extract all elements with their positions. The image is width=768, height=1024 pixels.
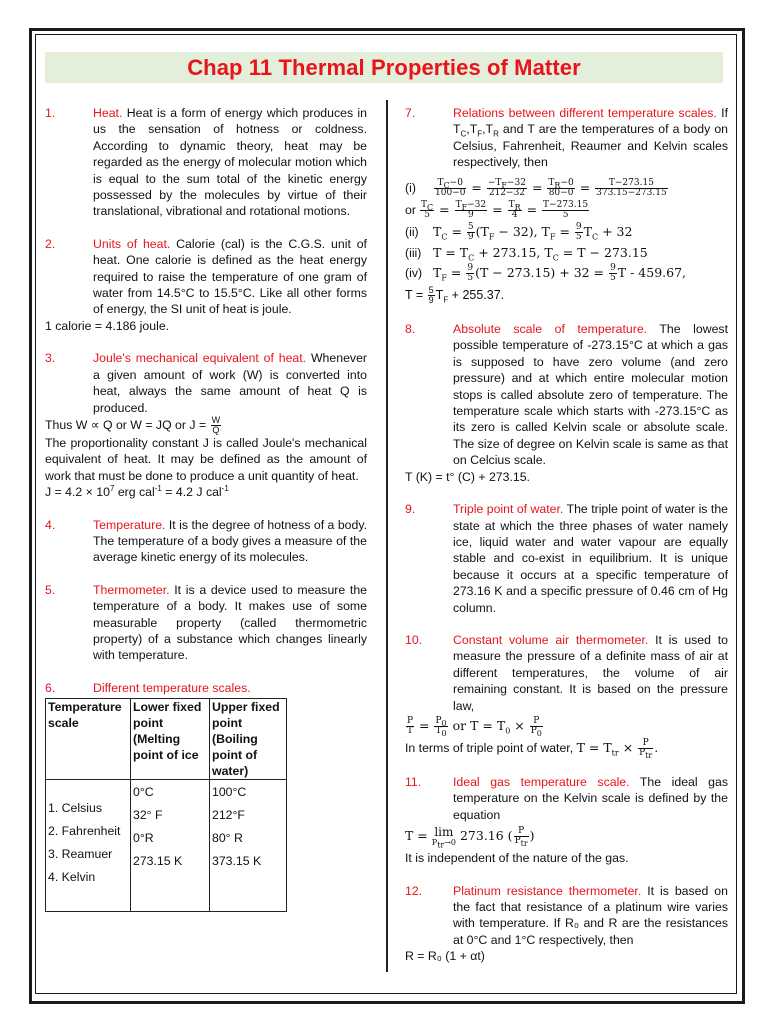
section-text: If T	[453, 106, 728, 137]
section-number: 6.	[45, 680, 56, 695]
triple-point-text: In terms of triple point of water,	[405, 740, 574, 755]
left-column	[45, 105, 367, 912]
section-heading: Temperature.	[93, 517, 166, 532]
equation-label: (ii)	[405, 224, 419, 239]
section-heading: Thermometer.	[93, 582, 170, 597]
equation-label: (iv)	[405, 266, 423, 281]
joule-relation-text: Thus W ∝ Q or W = JQ or J =	[45, 417, 207, 432]
table-header: Temperature scale	[46, 699, 131, 780]
section-scale-relations: 7. Relations between different temperature scales. If $T_C,T_F,T_R$ and T are the temperatures of a body on Celsius, Fahrenheit, Reaumer and Kelvin scales respectively, then (i) $\frac{T_C-0}{100-0}$ = $\frac{-T_F-32}{212-32}$ = $\frac{T_R-0}{80-0}$ = $\frac{T-273.15}{373.15-273.15}$ or $\frac{T_C}{5}$ = $\frac{T_F-32}{9}$ = $\frac{T_R}{4}$ = $\frac{T-273.15}{5}$ (ii) $T_C$ = $\frac{5}{9}$ $(T_F - 32)$, $T_F$ = $\frac{9}{5}$ $T_C + 32$ (iii) $T = T_C + 273.15$, $T_C = T - 273.15$ (iv) $T_F$ = $\frac{9}{5}$ (T − 273.15) + 32 = $\frac{9}{5}$ T - 459.67, T = $\frac{5}{9}$ $T_F + 255.37$.	[405, 106, 728, 306]
title-banner	[45, 52, 723, 83]
j-value-part: erg cal	[114, 485, 155, 500]
table-header: Lower fixed point (Melting point of ice	[131, 699, 210, 780]
equation-row	[405, 223, 728, 242]
table-cell: 1. Celsius	[48, 801, 102, 816]
j-exponent: -1	[221, 484, 229, 494]
scale-name-cell	[46, 780, 131, 912]
section-number: 2.	[45, 236, 56, 251]
section-number: 4.	[45, 517, 56, 532]
ideal-gas-note: It is independent of the nature of the gas.	[405, 851, 629, 866]
column-divider	[386, 100, 388, 972]
right-column	[405, 105, 728, 981]
table-cell: 80° R	[212, 831, 243, 846]
table-cell: 0°R	[133, 831, 154, 846]
table-cell: 212°F	[212, 808, 245, 823]
subscript: C	[460, 129, 467, 139]
section-heading: Constant volume air thermometer.	[453, 632, 649, 647]
section-text: It is a device used to measure the temperature of a body. It makes use of some measurable property (called thermometric property) of a substance which changes linearly with temperature.	[93, 582, 367, 663]
equation-row	[405, 179, 728, 198]
section-air-thermometer	[405, 632, 728, 758]
section-temperature	[45, 517, 367, 566]
table-cell: 100°C	[212, 785, 247, 800]
section-number: 3.	[45, 351, 56, 366]
fraction-w-over-q	[211, 416, 222, 435]
j-value-part: = 4.2 J cal	[161, 485, 222, 500]
section-text: It is used to measure the pressure of a definite mass of air at different temperatures, the volume of air remaining constant. It is based on the pressure law,	[453, 632, 729, 713]
section-thermometer	[45, 582, 367, 664]
page-title: Chap 11 Thermal Properties of Matter	[187, 54, 581, 80]
equation-row	[405, 825, 728, 850]
section-heading: Triple point of water.	[453, 502, 564, 517]
equation-kelvin-fahrenheit: T = $\frac{5}{9}$ $T_F + 255.37$.	[405, 285, 505, 306]
section-heading: Joule's mechanical equivalent of heat.	[93, 351, 307, 366]
table-cell: 2. Fahrenheit	[48, 824, 121, 839]
resistance-relation: R = R₀ (1 + αt)	[405, 949, 485, 964]
equation-celsius-fahrenheit: $T_C$ = $\frac{5}{9}$ $(T_F - 32)$, $T_F$ = $\frac{9}{5}$ $T_C + 32$	[433, 221, 633, 242]
section-text: Heat is a form of energy which produces in us the sensation of hotness or coldness. According to dynamic theory, heat may be regarded as the energy of molecular motion which is equal to the sum total of the kinetic energy possessed by the molecules by virtue of their translational, vibrational and rotational motions.	[93, 106, 367, 219]
joule-value	[45, 484, 367, 500]
section-joule-equivalent	[45, 350, 367, 500]
equation-ideal-gas-limit: T = lim $P_{tr}\to 0$ 273.16 ( $\frac{P}{P_{tr}}$ )	[405, 825, 535, 850]
upper-point-cell	[210, 780, 287, 912]
calorie-conversion: 1 calorie = 4.186 joule.	[45, 318, 170, 333]
table-header-row	[46, 699, 287, 780]
subscript: F	[477, 129, 483, 139]
section-text: It is based on the fact that resistance of a platinum wire varies with temperature. If R₀ and R are the resistances at 0°C and 1°C respectively, then	[453, 883, 728, 947]
section-text: The ideal gas temperature on the Kelvin scale is defined by the equation	[453, 774, 728, 822]
section-number: 8.	[405, 322, 416, 337]
equation-row	[405, 286, 728, 305]
section-text: body. The temperature of a body gives a measure of the average kinetic energy of its molecules.	[93, 517, 368, 565]
section-text: The lowest possible temperature of -273.15°C at which a gas is supposed to have zero volume (and zero pressure) and at which entire molecular motion stops is called absolute zero of temperature. The temperature scale which starts with -273.15°C as its zero is called Kelvin scale or absolute scale. The size of degree on Kelvin scale is same as that on Celcius scale.	[453, 322, 728, 468]
j-exponent: 7	[109, 484, 115, 494]
lower-point-cell	[131, 780, 210, 912]
equation-simplified-ratios: $\frac{T_C}{5}$ = $\frac{T_F-32}{9}$ = $\frac{T_R}{4}$ = $\frac{T-273.15}{5}$	[421, 199, 589, 220]
equation-row	[405, 201, 728, 220]
section-ideal-gas-scale	[405, 774, 728, 867]
subscript: R	[493, 129, 499, 139]
equation-label: (i)	[405, 180, 416, 195]
j-value-part: J = 4.2 × 10	[45, 485, 110, 500]
fraction-denominator: Q	[212, 424, 220, 435]
section-number: 12.	[405, 883, 423, 898]
table-cell: 0°C	[133, 785, 154, 800]
section-number: 10.	[405, 632, 423, 647]
section-heat	[45, 105, 367, 220]
equation-tail: T - 459.67,	[617, 265, 687, 281]
section-number: 5.	[45, 582, 56, 597]
section-heading: Different temperature scales.	[93, 680, 251, 695]
section-heading: Absolute scale of temperature.	[453, 322, 648, 337]
section-number: 11.	[405, 774, 422, 789]
fraction-numerator: W	[211, 414, 221, 425]
section-heading: Units of heat.	[93, 236, 171, 251]
equation-label: or	[405, 202, 416, 217]
temperature-scales-table	[45, 698, 287, 912]
table-cell: 3. Reamuer	[48, 847, 113, 862]
section-temperature-scales	[45, 680, 367, 912]
section-triple-point	[405, 501, 728, 616]
equation-row	[405, 717, 728, 736]
section-heading: Ideal gas temperature scale.	[453, 774, 630, 789]
equation-scale-ratios: $\frac{T_C-0}{100-0}$ = $\frac{-T_F-32}{212-32}$ = $\frac{T_R-0}{80-0}$ = $\frac{T-273.15}{373.15-273.15}$	[435, 177, 667, 198]
section-number: 9.	[405, 502, 416, 517]
section-text: Calorie (cal) is the C.G.S. unit of heat. One calorie is defined as the heat energy required to raise the temperature of one gram of water from 14.5°C to 15.5°C. Like all other forms of energy, the SI unit of heat is joule.	[93, 236, 367, 317]
section-heading: Relations between different temperature scales.	[453, 106, 717, 120]
table-cell: 373.15 K	[212, 854, 262, 869]
section-units-of-heat	[45, 236, 367, 334]
section-number: 7.	[405, 106, 416, 120]
section-heading: Heat.	[93, 106, 123, 120]
section-text: and T are the temperatures of a body on Celsius, Fahrenheit, Reaumer and Kelvin scales respectively, then	[453, 122, 728, 170]
equation-kelvin-celsius: $T = T_C + 273.15$, $T_C = T - 273.15$	[433, 244, 648, 263]
section-number: 1.	[45, 106, 56, 120]
j-exponent: -1	[154, 484, 162, 494]
equation-pressure-law: $\frac{P}{T}$ = $\frac{P_0}{T_0}$ or $T = T_0$ × $\frac{P}{P_0}$	[407, 715, 542, 738]
table-cell: 273.15 K	[133, 854, 183, 869]
table-cell: 4. Kelvin	[48, 870, 96, 885]
section-platinum-thermometer	[405, 883, 728, 965]
section-text: The triple point of water is the state at which the three phases of water namely ice, liquid water and water vapour are equally stable and co-exist in equilibrium. It is unique because it occurs at a specific temperature of 273.16 K and a specific pressure of 0.46 cm of Hg column.	[453, 502, 728, 615]
joule-definition: The proportionality constant J is called Joule's mechanical equivalent of heat. It may be defined as the amount of work that must be done to produce a unit quantity of heat.	[45, 435, 367, 483]
table-cell: 32° F	[133, 808, 163, 823]
equation-row	[405, 245, 728, 261]
table-row	[46, 780, 287, 912]
section-text: It is the degree of hotness of a	[168, 517, 335, 532]
equation-row	[405, 264, 728, 283]
triple-point-relation: In terms of triple point of water, $T = T_{tr}$ × $\frac{P}{P_{tr}}$ .	[405, 737, 659, 760]
section-heading: Platinum resistance thermometer.	[453, 883, 642, 898]
joule-relation	[45, 416, 367, 435]
table-header: Upper fixed point (Boiling point of water)	[210, 699, 287, 780]
equation-fahrenheit-kelvin: $T_F$ = $\frac{9}{5}$ (T − 273.15) + 32 = $\frac{9}{5}$ T - 459.67,	[433, 263, 687, 284]
kelvin-conversion: T (K) = t° (C) + 273.15.	[405, 469, 530, 484]
section-absolute-scale	[405, 321, 728, 485]
section-text: Whenever a given amount of work (W) is converted into heat, always the same amount of heat Q is produced.	[93, 351, 367, 415]
equation-label: (iii)	[405, 245, 422, 260]
